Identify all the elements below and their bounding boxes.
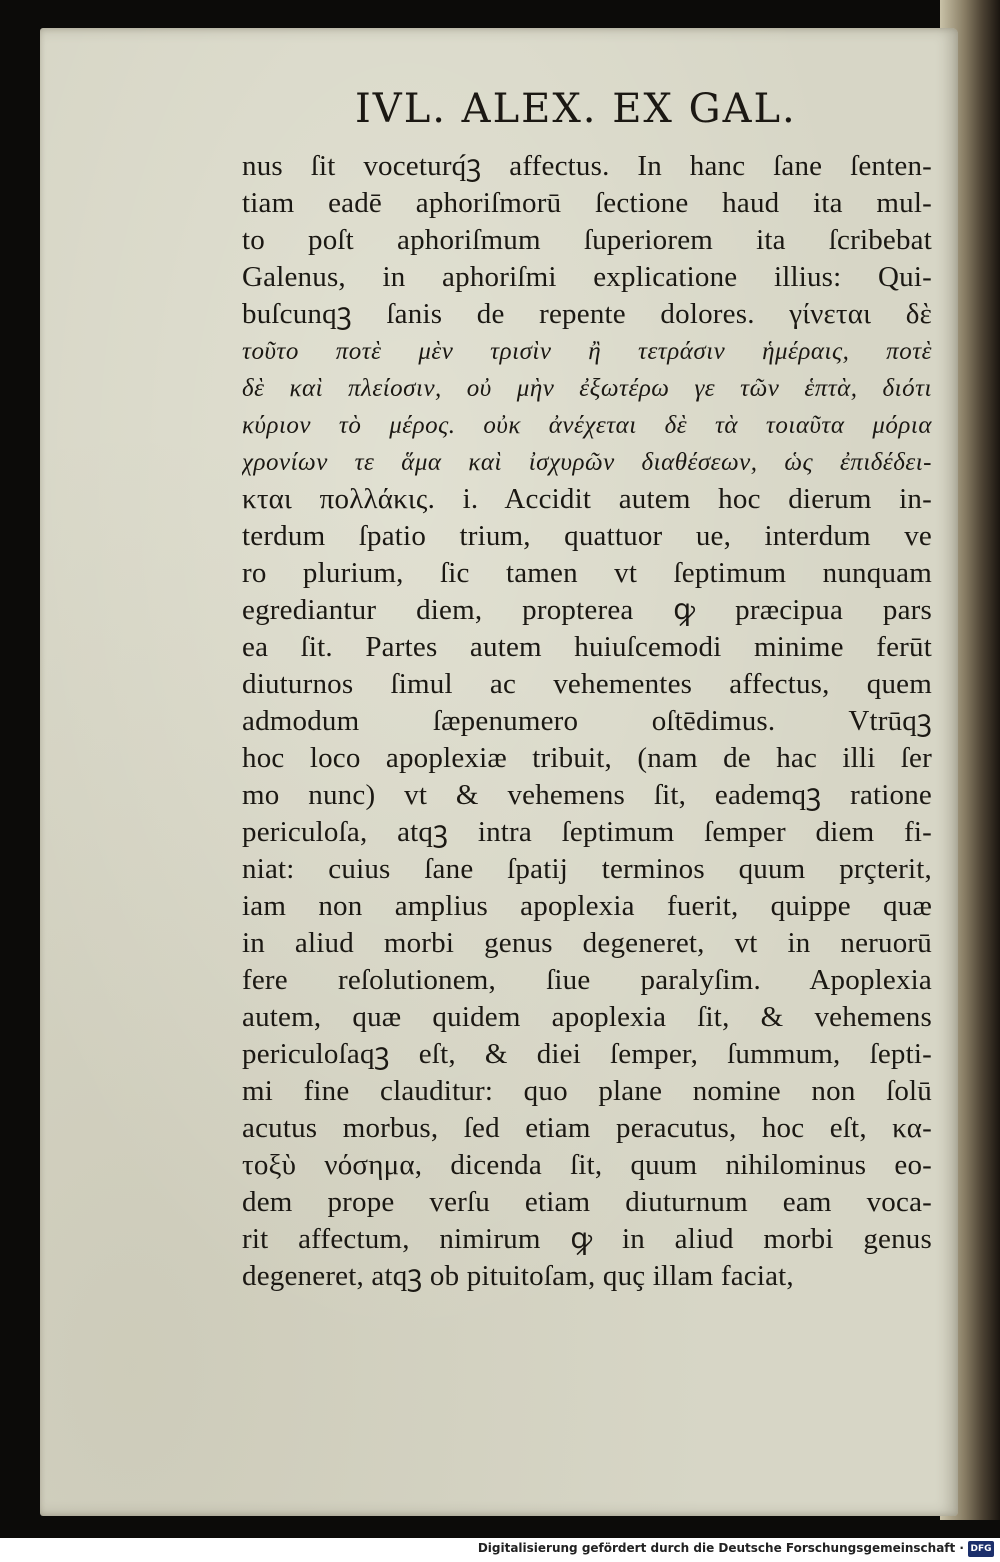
greek-text-line: κύριον τὸ μέρος. οὐκ ἀνέχεται δὲ τὰ τοιαῦτα μόρια bbox=[242, 412, 932, 439]
text-line: periculoſaqꝫ eſt, & diei ſemper, ſummum, ſepti- bbox=[242, 1038, 932, 1070]
text-line: dem prope verſu etiam diuturnum eam voca- bbox=[242, 1186, 932, 1218]
text-line: rit affectum, nimirum ꝙ in aliud morbi genus bbox=[242, 1223, 932, 1255]
text-line: fere reſolutionem, ſiue paralyſim. Apoplexia bbox=[242, 964, 932, 996]
text-line: iam non amplius apoplexia fuerit, quippe quæ bbox=[242, 890, 932, 922]
footer-bar bbox=[0, 1538, 1000, 1562]
text-line: periculoſa, atqꝫ intra ſeptimum ſemper diem fi- bbox=[242, 816, 932, 848]
text-line: mi fine clauditur: quo plane nomine non ſolū bbox=[242, 1075, 932, 1107]
running-head: IVL. ALEX. EX GAL. bbox=[355, 86, 797, 132]
text-line: ro plurium, ſic tamen vt ſeptimum nunquam bbox=[242, 557, 932, 589]
text-line: Galenus, in aphoriſmi explicatione illius: Qui- bbox=[242, 261, 932, 293]
greek-text-line: τοῦτο ποτὲ μὲν τρισὶν ἢ τετράσιν ἡμέραις, ποτὲ bbox=[242, 338, 932, 365]
text-line: in aliud morbi genus degeneret, vt in neruorū bbox=[242, 927, 932, 959]
dfg-logo: DFG bbox=[968, 1541, 994, 1557]
greek-text-line: δὲ καὶ πλείοσιν, οὐ μὴν ἐξωτέρω γε τῶν ἑπτὰ, διότι bbox=[242, 375, 932, 402]
text-line: τοξὺ νόσημα, dicenda ſit, quum nihilominus eo- bbox=[242, 1149, 932, 1181]
text-line: hoc loco apoplexiæ tribuit, (nam de hac illi ſer bbox=[242, 742, 932, 774]
text-line: ea ſit. Partes autem huiuſcemodi minime ferūt bbox=[242, 631, 932, 663]
text-line: autem, quæ quidem apoplexia ſit, & vehemens bbox=[242, 1001, 932, 1033]
text-line: nus ſit voceturq́ꝫ affectus. In hanc ſane ſenten- bbox=[242, 150, 932, 182]
text-line: niat: cuius ſane ſpatij terminos quum prçterit, bbox=[242, 853, 932, 885]
text-line: acutus morbus, ſed etiam peracutus, hoc eſt, κα- bbox=[242, 1112, 932, 1144]
text-line: admodum ſæpenumero oſtēdimus. Vtrūqꝫ bbox=[242, 705, 932, 737]
text-line: tiam eadē aphoriſmorū ſectione haud ita mul- bbox=[242, 187, 932, 219]
text-line: buſcunqꝫ ſanis de repente dolores. γίνεται δὲ bbox=[242, 298, 932, 330]
text-line: to poſt aphoriſmum ſuperiorem ita ſcribebat bbox=[242, 224, 932, 256]
text-line: mo nunc) vt & vehemens ſit, eademqꝫ ratione bbox=[242, 779, 932, 811]
text-line: κται πολλάκις. i. Accidit autem hoc dierum in- bbox=[242, 483, 932, 515]
body-text bbox=[242, 148, 932, 1295]
footer-credit: Digitalisierung gefördert durch die Deutsche Forschungsgemeinschaft · bbox=[477, 1541, 964, 1555]
greek-text-line: χρονίων τε ἅμα καὶ ἰσχυρῶν διαθέσεων, ὡς ἐπιδέδει- bbox=[242, 449, 932, 476]
text-line: terdum ſpatio trium, quattuor ue, interdum ve bbox=[242, 520, 932, 552]
text-line: diuturnos ſimul ac vehementes affectus, quem bbox=[242, 668, 932, 700]
text-line: degeneret, atqꝫ ob pituitoſam, quç illam faciat, bbox=[242, 1260, 794, 1292]
text-line: egrediantur diem, propterea ꝙ præcipua pars bbox=[242, 594, 932, 626]
